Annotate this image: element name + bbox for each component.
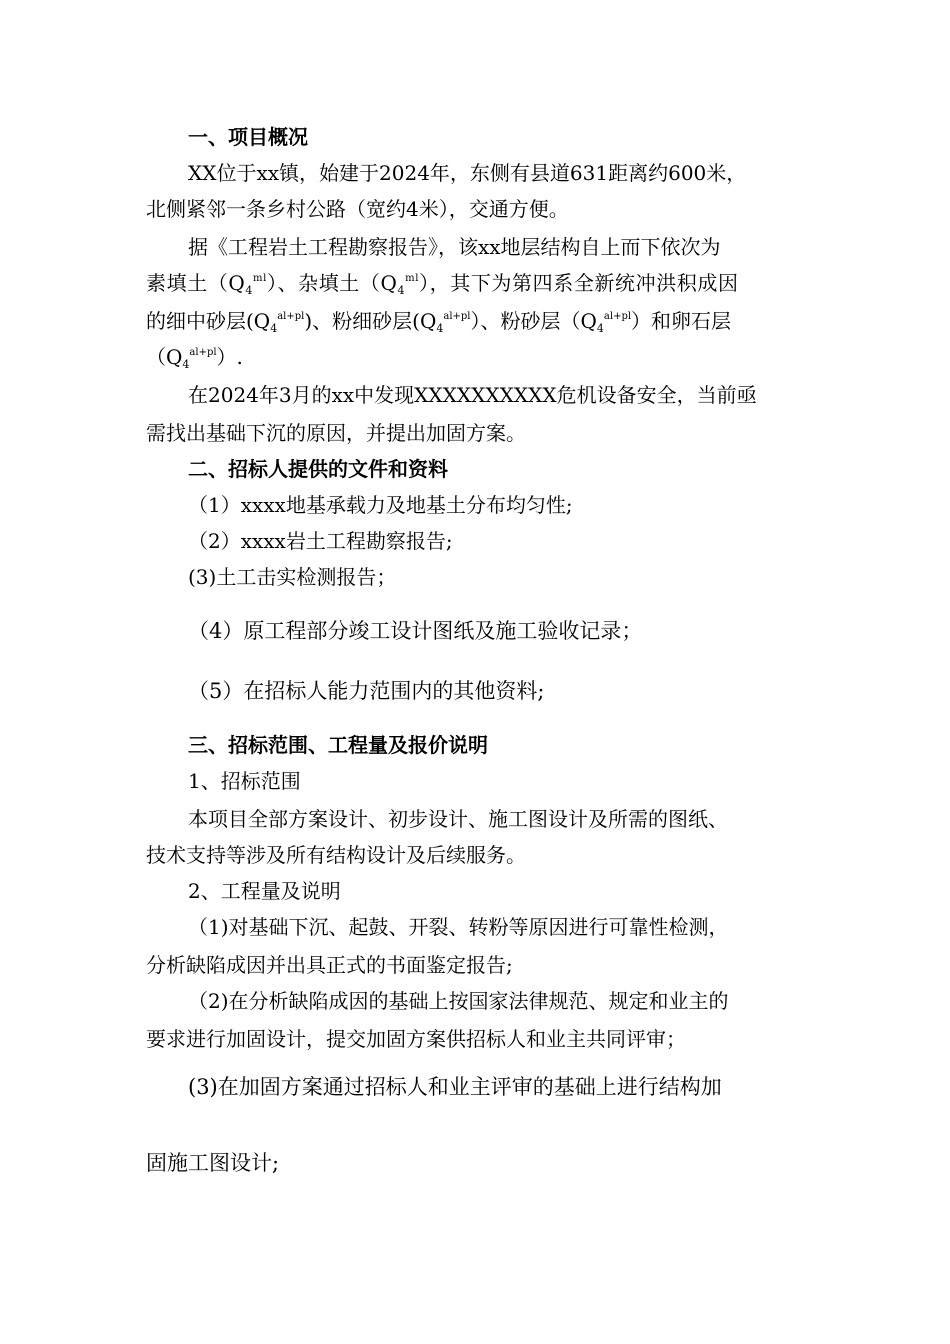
paragraph-line: 在2024年3月的xx中发现XXXXXXXXXX危机设备安全，当前亟 <box>188 383 757 407</box>
paragraph-line: 要求进行加固设计，提交加固方案供招标人和业主共同评审； <box>146 1027 686 1051</box>
paragraph-line: （2)在分析缺陷成因的基础上按国家法律规范、规定和业主的 <box>188 989 729 1013</box>
section-heading-overview: 一、项目概况 <box>188 125 308 149</box>
list-item: （5）在招标人能力范围内的其他资料; <box>188 679 545 703</box>
paragraph-line: XX位于xx镇，始建于2024年，东侧有县道631距离约600米， <box>188 161 747 185</box>
section-heading-documents: 二、招标人提供的文件和资料 <box>188 457 448 481</box>
section-heading-scope: 三、招标范围、工程量及报价说明 <box>188 733 488 757</box>
paragraph-line: 需找出基础下沉的原因，并提出加固方案。 <box>146 421 526 445</box>
list-item: （4）原工程部分竣工设计图纸及施工验收记录； <box>188 619 643 643</box>
paragraph-line-formula: 的细中砂层$(Q_4^{al+pl})$、粉细砂层$(Q_4^{al+pl})$、粉砂层$(Q_4^{al+pl})$和卵石层 <box>146 309 732 335</box>
paragraph-line: (3)在加固方案通过招标人和业主评审的基础上进行结构加 <box>188 1075 722 1099</box>
paragraph-line: 分析缺陷成因并出具正式的书面鉴定报告; <box>146 953 513 977</box>
paragraph-line: 据《工程岩土工程勘察报告》，该xx地层结构自上而下依次为 <box>188 235 721 259</box>
paragraph-line: （1)对基础下沉、起鼓、开裂、转粉等原因进行可靠性检测， <box>188 915 729 939</box>
paragraph-line-formula: 素填土$(Q_4^{ml})$、杂填土$(Q_4^{ml})$，其下为第四系全新统冲洪积成因 <box>146 271 739 297</box>
paragraph-line: 本项目全部方案设计、初步设计、施工图设计及所需的图纸、 <box>188 807 728 831</box>
paragraph-line-formula: $(Q_4^{al+pl})$. <box>146 345 243 371</box>
paragraph-line: 固施工图设计; <box>146 1151 280 1175</box>
paragraph-line: 北侧紧邻一条乡村公路（宽约4米），交通方便。 <box>146 197 569 221</box>
paragraph-line: 技术支持等涉及所有结构设计及后续服务。 <box>146 843 526 867</box>
subsection-heading: 2、工程量及说明 <box>188 879 341 903</box>
subsection-heading: 1、招标范围 <box>188 769 301 793</box>
list-item: (3)土工击实检测报告； <box>188 565 397 589</box>
list-item: （1）xxxx地基承载力及地基土分布均匀性; <box>188 493 573 517</box>
list-item: （2）xxxx岩土工程勘察报告; <box>188 529 453 553</box>
